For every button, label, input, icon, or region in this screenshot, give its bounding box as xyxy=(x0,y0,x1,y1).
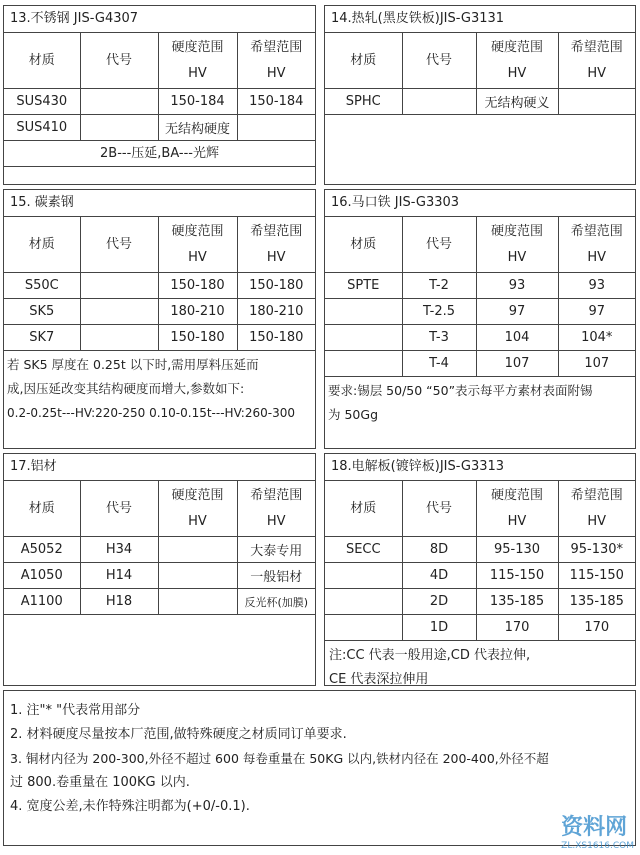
section-note: 注:CC 代表一般用途,CD 代表拉伸, CE 代表深拉伸用 xyxy=(329,648,531,687)
col-desired: 希望范围 HV xyxy=(558,33,635,89)
col-code: 代号 xyxy=(402,217,476,273)
table-row: SPTE T-2 93 93 xyxy=(325,273,635,299)
footer-note-3-cont: 过 800.卷重量在 100KG 以内. xyxy=(10,775,190,790)
col-material: 材质 xyxy=(4,481,80,537)
spec-table xyxy=(325,481,635,641)
spec-table xyxy=(4,217,315,351)
section-note: 若 SK5 厚度在 0.25t 以下时,需用厚料压延而 成,因压延改变其结构硬度而增大,参数如下: 0.2-0.25t---HV:220-250 0.10-0.15t---HV:260-300 xyxy=(7,357,295,420)
watermark-logo: 资料网 ZL.XS1616.COM xyxy=(561,815,634,851)
section-title: 14.热轧(黑皮铁板)JIS-G3131 xyxy=(325,6,635,33)
table-row: SK7 150-180 150-180 xyxy=(4,325,315,351)
col-material: 材质 xyxy=(325,481,402,537)
section-17-aluminum xyxy=(3,453,316,686)
col-hardness: 硬度范围 HV xyxy=(476,217,558,273)
table-row: SUS430 150-184 150-184 xyxy=(4,89,315,115)
spec-table xyxy=(325,33,635,115)
section-note: 要求:锡层 50/50 “50”表示每平方素材表面附锡 为 50Gg xyxy=(328,383,593,422)
table-row: T-4 107 107 xyxy=(325,351,635,377)
table-row: SK5 180-210 180-210 xyxy=(4,299,315,325)
table-row: T-3 104 104* xyxy=(325,325,635,351)
section-title: 17.铝材 xyxy=(4,454,315,481)
section-title: 13.不锈钢 JIS-G4307 xyxy=(4,6,315,33)
table-row: 2D 135-185 135-185 xyxy=(325,589,635,615)
section-title: 16.马口铁 JIS-G3303 xyxy=(325,190,635,217)
col-code: 代号 xyxy=(402,33,476,89)
col-material: 材质 xyxy=(4,217,80,273)
col-desired: 希望范围 HV xyxy=(237,33,315,89)
section-18-electrolytic xyxy=(324,453,636,686)
section-16-tinplate xyxy=(324,189,636,449)
col-hardness: 硬度范围 HV xyxy=(158,481,237,537)
section-14-hot-rolled xyxy=(324,5,636,185)
col-desired: 希望范围 HV xyxy=(558,481,635,537)
table-row: SECC 8D 95-130 95-130* xyxy=(325,537,635,563)
table-row: SUS410 无结构硬度 xyxy=(4,115,315,141)
col-code: 代号 xyxy=(80,33,158,89)
col-desired: 希望范围 HV xyxy=(237,217,315,273)
table-row: T-2.5 97 97 xyxy=(325,299,635,325)
col-desired: 希望范围 HV xyxy=(237,481,315,537)
section-15-carbon-steel xyxy=(3,189,316,449)
spec-table xyxy=(4,481,315,615)
col-code: 代号 xyxy=(80,481,158,537)
col-hardness: 硬度范围 HV xyxy=(476,481,558,537)
col-code: 代号 xyxy=(402,481,476,537)
col-desired: 希望范围 HV xyxy=(558,217,635,273)
footer-notes xyxy=(3,690,636,846)
table-row: S50C 150-180 150-180 xyxy=(4,273,315,299)
section-title: 18.电解板(镀锌板)JIS-G3313 xyxy=(325,454,635,481)
section-title: 15. 碳素钢 xyxy=(4,190,315,217)
footer-note-4: 4. 宽度公差,未作特殊注明都为(+0/-0.1). xyxy=(10,799,250,814)
table-row: A1100 H18 反光杯(加膜) xyxy=(4,589,315,615)
table-row: 1D 170 170 xyxy=(325,615,635,641)
section-13-stainless xyxy=(3,5,316,185)
table-row: A5052 H34 大泰专用 xyxy=(4,537,315,563)
footer-note-3: 3. 铜材内径为 200-300,外径不超过 600 每卷重量在 50KG 以内,铁材内径在 200-400,外径不超 xyxy=(10,751,549,766)
footer-note-1: 1. 注"* "代表常用部分 xyxy=(10,703,141,718)
spec-table xyxy=(325,217,635,377)
table-row: SPHC 无结构硬义 xyxy=(325,89,635,115)
table-row: 4D 115-150 115-150 xyxy=(325,563,635,589)
table-row: A1050 H14 一般铝材 xyxy=(4,563,315,589)
section-note: 2B---压延,BA---光辉 xyxy=(4,141,315,167)
spec-table xyxy=(4,33,315,141)
col-material: 材质 xyxy=(325,33,402,89)
col-hardness: 硬度范围 HV xyxy=(158,217,237,273)
col-material: 材质 xyxy=(325,217,402,273)
footer-note-2: 2. 材料硬度尽量按本厂范围,做特殊硬度之材质同订单要求. xyxy=(10,727,347,742)
col-hardness: 硬度范围 HV xyxy=(476,33,558,89)
col-hardness: 硬度范围 HV xyxy=(158,33,237,89)
col-code: 代号 xyxy=(80,217,158,273)
col-material: 材质 xyxy=(4,33,80,89)
